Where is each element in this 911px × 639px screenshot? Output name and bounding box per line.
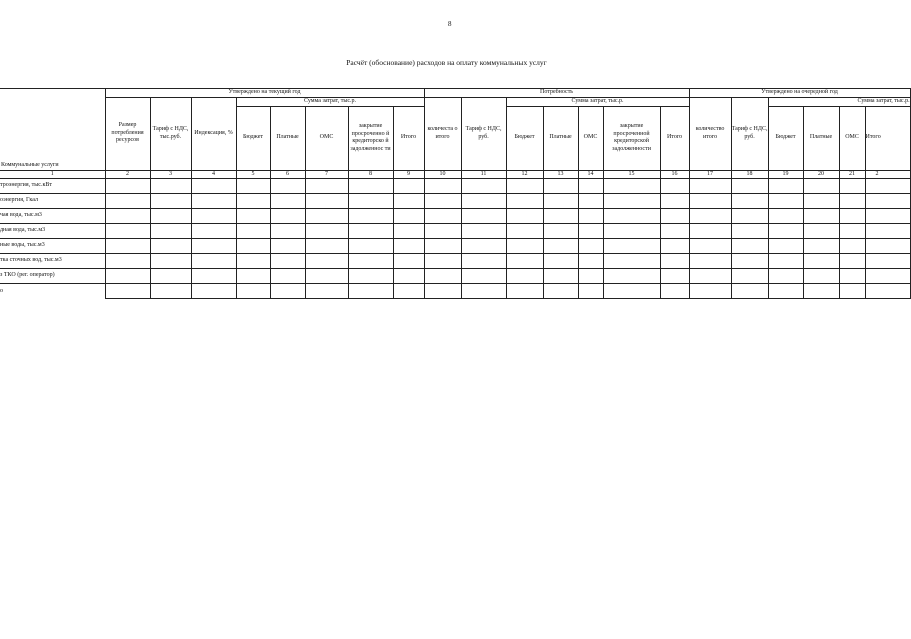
table-row — [0, 239, 910, 254]
table-cell — [603, 224, 660, 239]
table-cell — [603, 269, 660, 284]
table-cell — [424, 284, 461, 299]
table-cell — [839, 239, 865, 254]
table-cell — [731, 224, 768, 239]
table-cell — [865, 284, 910, 299]
table-cell — [543, 209, 578, 224]
table-cell — [578, 239, 603, 254]
table-cell — [191, 254, 236, 269]
table-cell — [865, 209, 910, 224]
table-cell — [393, 179, 424, 194]
row-label: з ТКО (рег. оператор) — [0, 269, 105, 284]
table-cell — [689, 179, 731, 194]
table-cell — [865, 224, 910, 239]
col-number: 13 — [543, 170, 578, 179]
table-cell — [768, 284, 803, 299]
col-header-20: Платные — [803, 106, 839, 170]
table-cell — [348, 194, 393, 209]
col-number: 8 — [348, 170, 393, 179]
table-cell — [506, 239, 543, 254]
table-cell — [270, 284, 305, 299]
table-cell — [270, 254, 305, 269]
table-cell — [305, 284, 348, 299]
row-label: ные воды, тыс.м3 — [0, 239, 105, 254]
table-cell — [348, 284, 393, 299]
table-cell — [105, 194, 150, 209]
table-cell — [603, 179, 660, 194]
utilities-table-wrapper — [0, 88, 910, 299]
table-cell — [270, 179, 305, 194]
col-header-4: Индексация, % — [191, 97, 236, 170]
table-cell — [660, 284, 689, 299]
table-cell — [393, 224, 424, 239]
table-cell — [578, 269, 603, 284]
table-row — [0, 254, 910, 269]
table-cell — [461, 284, 506, 299]
table-cell — [689, 239, 731, 254]
utilities-cost-table — [0, 88, 911, 299]
col-number: 2 — [865, 170, 910, 179]
table-row — [0, 269, 910, 284]
table-cell — [803, 224, 839, 239]
table-cell — [305, 179, 348, 194]
table-cell — [578, 179, 603, 194]
table-cell — [603, 239, 660, 254]
col-header-5: Бюджет — [236, 106, 270, 170]
table-cell — [768, 209, 803, 224]
table-cell — [768, 224, 803, 239]
col-header-13: Платные — [543, 106, 578, 170]
table-cell — [461, 179, 506, 194]
col-header-2: Размер потребления ресурсов — [105, 97, 150, 170]
table-cell — [543, 179, 578, 194]
table-cell — [191, 269, 236, 284]
table-cell — [393, 269, 424, 284]
col-header-21: ОМС — [839, 106, 865, 170]
table-cell — [305, 254, 348, 269]
table-cell — [506, 194, 543, 209]
table-cell — [603, 209, 660, 224]
table-cell — [660, 254, 689, 269]
table-cell — [393, 194, 424, 209]
table-cell — [424, 179, 461, 194]
table-cell — [578, 284, 603, 299]
col-number: 16 — [660, 170, 689, 179]
table-cell — [270, 209, 305, 224]
table-cell — [506, 209, 543, 224]
table-cell — [105, 179, 150, 194]
table-cell — [660, 224, 689, 239]
sum-label-current: Сумма затрат, тыс.р. — [236, 97, 424, 106]
table-cell — [768, 179, 803, 194]
table-cell — [865, 254, 910, 269]
table-cell — [236, 269, 270, 284]
table-cell — [348, 269, 393, 284]
table-cell — [803, 179, 839, 194]
col-number: 11 — [461, 170, 506, 179]
table-cell — [461, 254, 506, 269]
table-cell — [270, 239, 305, 254]
col-header-19: Бюджет — [768, 106, 803, 170]
table-cell — [191, 209, 236, 224]
table-cell — [839, 209, 865, 224]
table-row — [0, 224, 910, 239]
table-cell — [236, 254, 270, 269]
table-cell — [839, 284, 865, 299]
table-cell — [689, 284, 731, 299]
table-cell — [236, 239, 270, 254]
first-col-header: Коммунальные услуги — [0, 89, 105, 171]
table-cell — [236, 224, 270, 239]
col-number: 18 — [731, 170, 768, 179]
table-cell — [543, 194, 578, 209]
table-cell — [305, 209, 348, 224]
table-cell — [689, 224, 731, 239]
table-cell — [424, 194, 461, 209]
table-cell — [603, 254, 660, 269]
table-cell — [191, 239, 236, 254]
table-cell — [424, 254, 461, 269]
table-cell — [424, 209, 461, 224]
table-cell — [105, 209, 150, 224]
table-cell — [689, 209, 731, 224]
table-cell — [803, 269, 839, 284]
table-cell — [506, 284, 543, 299]
col-header-12: Бюджет — [506, 106, 543, 170]
table-cell — [578, 209, 603, 224]
row-label: оэнергия, Гкал — [0, 194, 105, 209]
table-cell — [660, 239, 689, 254]
table-cell — [689, 194, 731, 209]
col-number: 21 — [839, 170, 865, 179]
table-cell — [803, 254, 839, 269]
table-cell — [424, 224, 461, 239]
table-cell — [461, 194, 506, 209]
row-label: о — [0, 284, 105, 299]
table-cell — [865, 239, 910, 254]
group-need: Потребность — [424, 89, 689, 98]
table-row — [0, 284, 910, 299]
table-cell — [731, 269, 768, 284]
sum-label-next: Сумма затрат, тыс.р. — [768, 97, 910, 106]
col-header-10: количеста о итого — [424, 97, 461, 170]
table-cell — [150, 209, 191, 224]
table-cell — [270, 194, 305, 209]
table-cell — [150, 284, 191, 299]
col-number: 10 — [424, 170, 461, 179]
col-header-11: Тариф с НДС, руб. — [461, 97, 506, 170]
table-cell — [839, 269, 865, 284]
col-header-9: Итого — [393, 106, 424, 170]
table-cell — [839, 254, 865, 269]
table-cell — [865, 269, 910, 284]
table-cell — [393, 239, 424, 254]
table-cell — [393, 209, 424, 224]
col-header-7: ОМС — [305, 106, 348, 170]
table-cell — [768, 269, 803, 284]
row-label: дная вода, тыс.м3 — [0, 224, 105, 239]
col-header-15: закрытие просроченной кредиторской задолженности — [603, 106, 660, 170]
table-cell — [768, 254, 803, 269]
table-cell — [731, 254, 768, 269]
table-cell — [461, 239, 506, 254]
col-number: 6 — [270, 170, 305, 179]
table-cell — [105, 269, 150, 284]
table-cell — [603, 284, 660, 299]
col-number: 5 — [236, 170, 270, 179]
col-header-6: Платные — [270, 106, 305, 170]
table-cell — [348, 239, 393, 254]
table-cell — [689, 269, 731, 284]
table-cell — [731, 194, 768, 209]
table-cell — [660, 194, 689, 209]
col-number: 17 — [689, 170, 731, 179]
table-cell — [660, 269, 689, 284]
table-row — [0, 194, 910, 209]
table-cell — [150, 239, 191, 254]
table-cell — [105, 254, 150, 269]
table-cell — [305, 269, 348, 284]
table-cell — [191, 194, 236, 209]
table-cell — [236, 194, 270, 209]
table-cell — [578, 254, 603, 269]
data-rows — [0, 179, 910, 299]
col-number: 4 — [191, 170, 236, 179]
table-cell — [236, 284, 270, 299]
table-cell — [270, 224, 305, 239]
table-cell — [191, 284, 236, 299]
col-number: 9 — [393, 170, 424, 179]
table-cell — [236, 179, 270, 194]
col-header-8: закрытие просроченно й кредиторско й задолженнос ти — [348, 106, 393, 170]
group-current-year: Утверждено на текущий год — [105, 89, 424, 98]
table-cell — [506, 224, 543, 239]
table-cell — [803, 284, 839, 299]
table-cell — [731, 209, 768, 224]
table-cell — [543, 284, 578, 299]
col-header-14: ОМС — [578, 106, 603, 170]
col-header-3: Тариф с НДС, тыс.руб. — [150, 97, 191, 170]
col-header-16: Итого — [660, 106, 689, 170]
column-number-row — [0, 170, 910, 179]
table-cell — [506, 254, 543, 269]
table-cell — [803, 239, 839, 254]
col-number: 20 — [803, 170, 839, 179]
table-cell — [768, 194, 803, 209]
table-cell — [348, 209, 393, 224]
table-cell — [660, 209, 689, 224]
table-row — [0, 209, 910, 224]
table-cell — [393, 284, 424, 299]
col-header-18: Тариф с НДС, руб. — [731, 97, 768, 170]
table-cell — [150, 194, 191, 209]
page-title: Расчёт (обоснование) расходов на оплату коммунальных услуг — [346, 58, 547, 67]
table-cell — [305, 224, 348, 239]
table-cell — [424, 239, 461, 254]
row-label: чая вода, тыс.м3 — [0, 209, 105, 224]
table-cell — [150, 224, 191, 239]
table-cell — [305, 194, 348, 209]
table-cell — [393, 254, 424, 269]
table-cell — [660, 179, 689, 194]
page-number: 8 — [448, 20, 452, 28]
table-cell — [270, 269, 305, 284]
table-cell — [543, 269, 578, 284]
col-number: 3 — [150, 170, 191, 179]
col-number: 2 — [105, 170, 150, 179]
col-header-17: количество итого — [689, 97, 731, 170]
table-cell — [348, 224, 393, 239]
col-number: 12 — [506, 170, 543, 179]
table-cell — [348, 254, 393, 269]
table-cell — [603, 194, 660, 209]
table-cell — [305, 239, 348, 254]
table-cell — [543, 239, 578, 254]
col-number: 15 — [603, 170, 660, 179]
col-number: 1 — [0, 170, 105, 179]
table-cell — [543, 224, 578, 239]
table-cell — [578, 224, 603, 239]
table-cell — [839, 194, 865, 209]
table-cell — [150, 254, 191, 269]
table-cell — [191, 224, 236, 239]
table-cell — [105, 224, 150, 239]
table-cell — [731, 284, 768, 299]
table-cell — [150, 269, 191, 284]
col-number: 14 — [578, 170, 603, 179]
table-cell — [236, 209, 270, 224]
table-cell — [803, 209, 839, 224]
table-cell — [191, 179, 236, 194]
table-cell — [731, 239, 768, 254]
table-cell — [803, 194, 839, 209]
row-label: тка сточных вод, тыс.м3 — [0, 254, 105, 269]
table-cell — [461, 269, 506, 284]
table-cell — [543, 254, 578, 269]
table-cell — [348, 179, 393, 194]
table-cell — [839, 179, 865, 194]
table-row — [0, 179, 910, 194]
sum-label-need: Сумма затрат, тыс.р. — [506, 97, 689, 106]
table-cell — [105, 284, 150, 299]
table-cell — [506, 179, 543, 194]
col-number: 7 — [305, 170, 348, 179]
col-header-22: Итого — [865, 106, 910, 170]
table-cell — [865, 179, 910, 194]
row-label: троэнергия, тыс.кВт — [0, 179, 105, 194]
table-cell — [461, 209, 506, 224]
group-next-year: Утверждено на очередной год — [689, 89, 910, 98]
table-cell — [105, 239, 150, 254]
table-cell — [424, 269, 461, 284]
table-cell — [865, 194, 910, 209]
table-cell — [768, 239, 803, 254]
table-cell — [689, 254, 731, 269]
table-cell — [461, 224, 506, 239]
col-number: 19 — [768, 170, 803, 179]
table-cell — [839, 224, 865, 239]
table-cell — [150, 179, 191, 194]
table-cell — [731, 179, 768, 194]
table-cell — [578, 194, 603, 209]
table-cell — [506, 269, 543, 284]
